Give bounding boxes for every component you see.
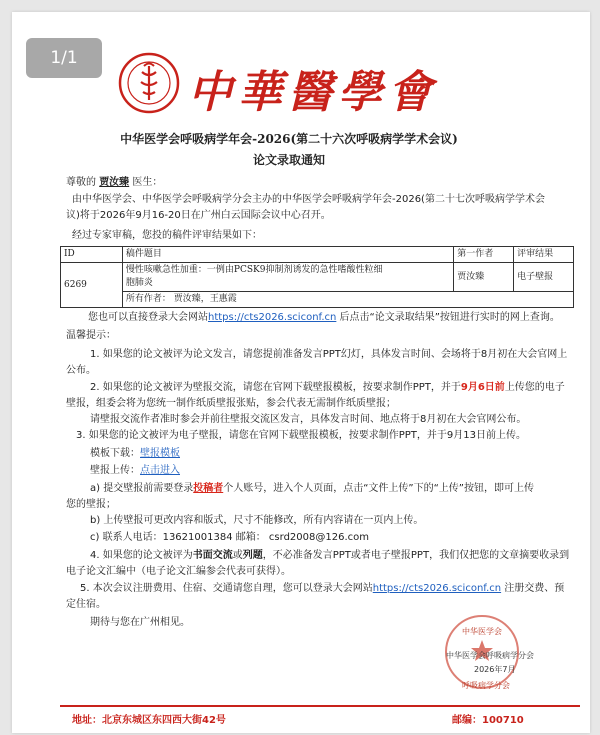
page-counter: 1/1 [26,38,102,78]
footer-address: 地址：北京东城区东四西大街42号 [72,715,226,726]
table-row [61,263,574,292]
table-header-id: ID [61,247,123,263]
table-header-result: 评审结果 [514,247,574,263]
step-c-contact: c) 联系人电话：13621001384 邮箱： csrd2008@126.com [90,532,369,543]
table-row-authors [61,292,574,308]
table-header-author: 第一作者 [454,247,514,263]
table-header-row [61,247,574,263]
footer-divider [60,705,580,707]
table-header-title: 稿件题目 [122,247,453,263]
tip-2-line-1: 2. 如果您的论文被评为壁报交流，请您在官网下载壁报模板，按要求制作PPT，并于9月6日前上传您的电子 [90,382,565,393]
poster-upload: 壁报上传：点击进入 [90,465,180,476]
intro-line-2: 议)将于2026年9月16-20日在广州白云国际会议中心召开。 [66,210,331,221]
review-table [60,246,574,308]
stamp-org: 中华医学会呼吸病学分会 [446,651,534,660]
intro-line-1: 由中华医学会、中华医学会呼吸病学分会主办的中华医学会呼吸病学年会-2026(第二十七次呼吸病学学术会 [72,194,545,205]
tip-1-line-1: 1. 如果您的论文被评为论文发言，请您提前准备发言PPT幻灯，具体发言时间、会场将于8月初在大会官网上 [90,349,568,360]
stamp-ring-text: 中华医学会 [462,627,502,636]
table-cell-authors: 所有作者： 贾汝臻，王惠霞 [122,292,573,308]
tip-4-line-1: 4. 如果您的论文被评为书面交流或列题，不必准备发言PPT或者电子壁报PPT，我们仅把您的文章摘要收录到 [90,550,570,561]
stamp-bottom-text: 呼吸病学分会 [462,681,510,690]
tip-2-line-3: 请壁报交流作者准时参会并前往壁报交流区发言，具体发言时间、地点将于8月初在大会官网公布。 [90,414,527,425]
template-download: 模板下载：壁报模板 [90,448,180,459]
table-cell-id: 6269 [61,263,123,308]
registration-site-link[interactable]: https://cts2026.sciconf.cn [372,583,502,594]
tip-4-line-2: 电子论文汇编中（电子论文汇编参会代表可获得）。 [66,566,291,577]
step-b: b) 上传壁报可更改内容和版式，尺寸不能修改，所有内容请在一页内上传。 [90,515,424,526]
closing-line: 期待与您在广州相见。 [90,617,190,628]
conference-site-link[interactable]: https://cts2026.sciconf.cn [208,312,337,323]
footer-postcode: 邮编：100710 [452,715,524,726]
poster-template-link[interactable]: 壁报模板 [140,448,180,459]
review-line: 经过专家审稿，您投的稿件评审结果如下： [72,230,262,241]
tip-1-line-2: 公布。 [66,365,96,376]
recipient-name: 贾汝臻 [99,177,130,188]
logo-title: 中華醫學會 [188,67,438,118]
step-a-line-2: 您的壁报； [66,499,116,510]
table-cell-result: 电子壁报 [514,263,574,292]
tip-5-line-1: 5. 本次会议注册费用、住宿、交通请您自理，您可以登录大会网站https://cts2026.sciconf.cn 注册交费、预 [80,583,565,594]
login-line: 您也可以直接登录大会网站https://cts2026.sciconf.cn 后点击“论文录取结果”按钮进行实时的网上查询。 [88,312,560,323]
document-title: 中华医学会呼吸病学年会-2026(第二十六次呼吸病学学术会议) [120,132,458,146]
association-seal-icon [118,52,180,114]
document-subtitle: 论文录取通知 [252,153,325,167]
tip-2-line-2: 壁报，组委会将为您统一制作纸质壁报张贴，参会代表无需制作纸质壁报； [66,398,396,409]
step-a-line-1: a) 提交壁报前需要登录投稿者个人账号，进入个人页面，点击“文件上传”下的“上传”按钮，即可上传 [90,483,534,494]
stamp-date: 2026年7月 [474,665,516,674]
upload-entry-link[interactable]: 点击进入 [140,465,180,476]
table-cell-title: 慢性咳嗽急性加重：一例由PCSK9抑制剂诱发的急性嗜酸性粒细 胞肺炎 [122,263,453,292]
tip-3: 3. 如果您的论文被评为电子壁报，请您在官网下载壁报模板，按要求制作PPT，并于9月13日前上传。 [76,430,526,441]
tips-title: 温馨提示： [66,330,116,341]
tip-5-line-2: 定住宿。 [66,599,106,610]
table-cell-author: 贾汝臻 [454,263,514,292]
salutation: 尊敬的 贾汝臻 医生： [66,177,163,188]
author-account-link[interactable]: 投稿者 [193,483,224,494]
poster-deadline: 9月6日前 [460,382,505,393]
